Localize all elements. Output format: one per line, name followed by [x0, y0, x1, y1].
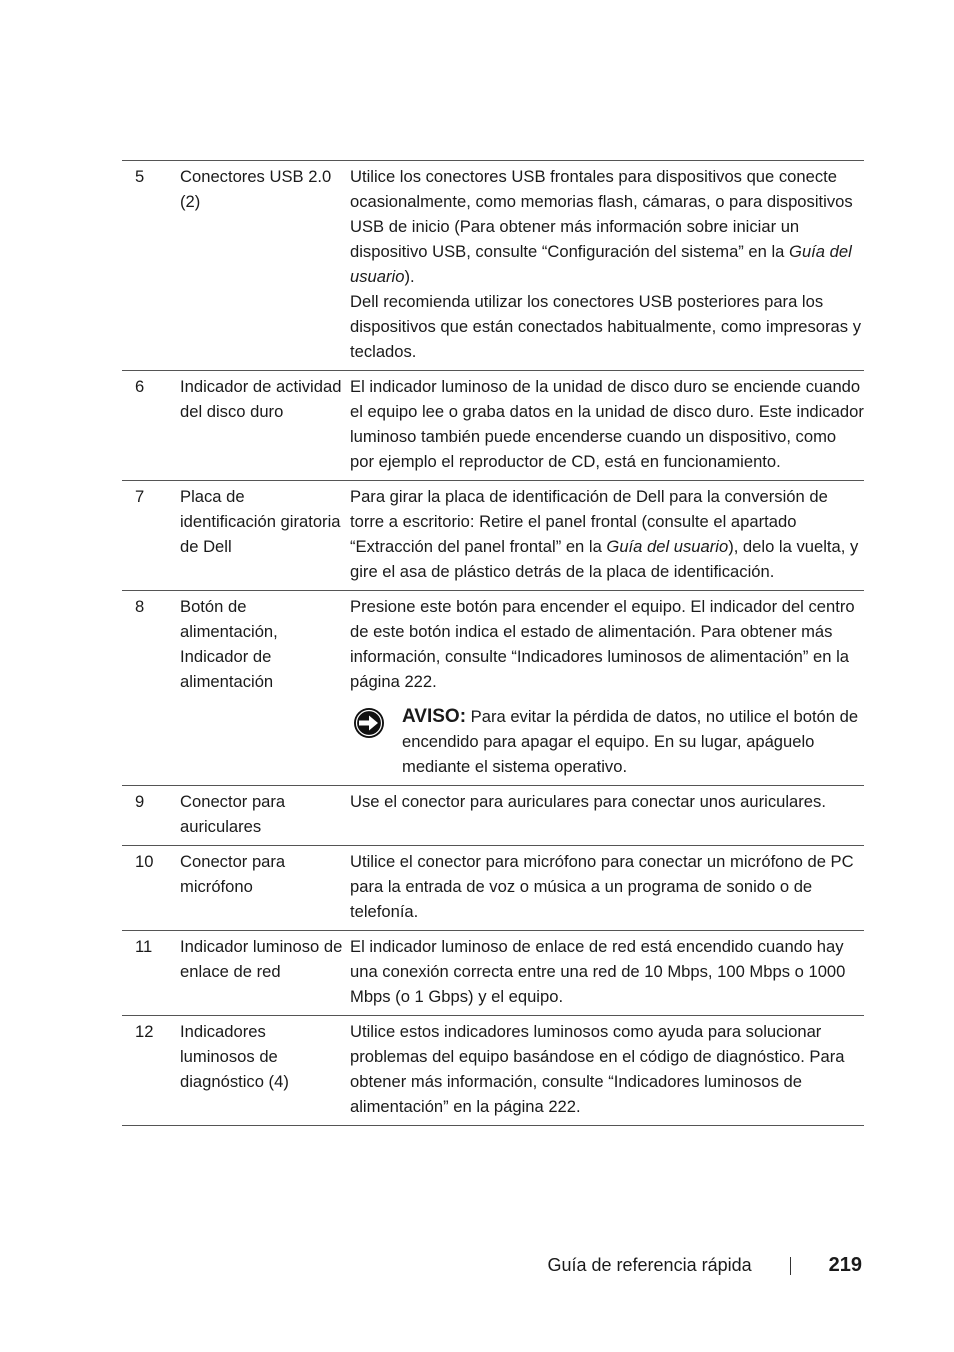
- component-name: Indicadores luminosos de diagnóstico (4): [180, 1022, 289, 1091]
- components-table: [122, 160, 864, 1126]
- italic-reference: Guía del usuario: [606, 537, 729, 556]
- component-description: Para girar la placa de identificación de Dell para la conversión de torre a escritorio: Retire el panel frontal (consulte el apartado “Extracción del panel frontal” en la Guía del usuario), delo la vuelta, y gire el asa de plástico detrás de la placa de identificación.: [350, 487, 859, 581]
- component-name: Indicador luminoso de enlace de red: [180, 937, 343, 981]
- component-description: Utilice el conector para micrófono para conectar un micrófono de PC para la entrada de voz o música a un programa de sonido o de telefonía.: [350, 852, 854, 921]
- notice-arrow-icon: [352, 706, 386, 740]
- component-name: Placa de identificación giratoria de Dell: [180, 487, 341, 556]
- table-row: [122, 161, 864, 371]
- row-number: 9: [135, 792, 145, 811]
- row-number: 12: [135, 1022, 154, 1041]
- footer-separator: [790, 1257, 791, 1275]
- table-row: [122, 371, 864, 481]
- row-number: 8: [135, 597, 145, 616]
- component-name: Conectores USB 2.0 (2): [180, 167, 332, 211]
- row-number: 6: [135, 377, 145, 396]
- row-number: 11: [135, 937, 153, 956]
- notice-label: AVISO:: [402, 706, 467, 727]
- component-description: Utilice estos indicadores luminosos como ayuda para solucionar problemas del equipo basándose en el código de diagnóstico. Para obtener más información, consulte “Indicadores luminosos de alimentación” en la página 222.: [350, 1022, 845, 1116]
- table-row: [122, 931, 864, 1016]
- component-description: El indicador luminoso de la unidad de disco duro se enciende cuando el equipo lee o graba datos en la unidad de disco duro. Este indicador luminoso también puede encenderse cuando un dispositivo, como por ejemplo el reproductor de CD, está en funcionamiento.: [350, 377, 864, 471]
- table-row: [122, 1016, 864, 1126]
- notice-box: [350, 704, 864, 779]
- component-description: El indicador luminoso de enlace de red está encendido cuando hay una conexión correcta entre una red de 10 Mbps, 100 Mbps o 1000 Mbps (o 1 Gbps) y el equipo.: [350, 937, 846, 1006]
- table-row: [122, 481, 864, 591]
- footer-title: Guía de referencia rápida: [547, 1255, 752, 1275]
- component-description: Presione este botón para encender el equipo. El indicador del centro de este botón indica el estado de alimentación. Para obtener más información, consulte “Indicadores luminosos de alimentación” en la página 222. AVISO: Para evitar la pérdida de datos, no utilice el botón de encendido para apagar el equipo. En su lugar, apáguelo mediante el sistema operativo.: [350, 591, 864, 786]
- row-number: 7: [135, 487, 145, 506]
- page-number: 219: [828, 1254, 862, 1276]
- italic-reference: Guía del usuario: [350, 242, 852, 286]
- table-row: [122, 846, 864, 931]
- component-description: Use el conector para auriculares para conectar unos auriculares.: [350, 792, 826, 811]
- table-row: [122, 591, 864, 786]
- component-name: Indicador de actividad del disco duro: [180, 377, 342, 421]
- page-footer: [547, 1254, 862, 1277]
- component-name: Conector para auriculares: [180, 792, 286, 836]
- row-number: 5: [135, 167, 145, 186]
- table-row: [122, 786, 864, 846]
- notice-text: Para evitar la pérdida de datos, no utilice el botón de encendido para apagar el equipo. En su lugar, apáguelo mediante el sistema operativo.: [402, 707, 859, 776]
- component-description: Utilice los conectores USB frontales para dispositivos que conecte ocasionalmente, como memorias flash, cámaras, o para dispositivos USB de inicio (Para obtener más información sobre iniciar un dispositivo USB, consulte “Configuración del sistema” en la Guía del usuario). Dell recomienda utilizar los conectores USB posteriores para los dispositivos que están conectados habitualmente, como impresoras y teclados.: [350, 167, 861, 361]
- component-name: Botón de alimentación, Indicador de alimentación: [180, 597, 278, 691]
- row-number: 10: [135, 852, 154, 871]
- component-name: Conector para micrófono: [180, 852, 286, 896]
